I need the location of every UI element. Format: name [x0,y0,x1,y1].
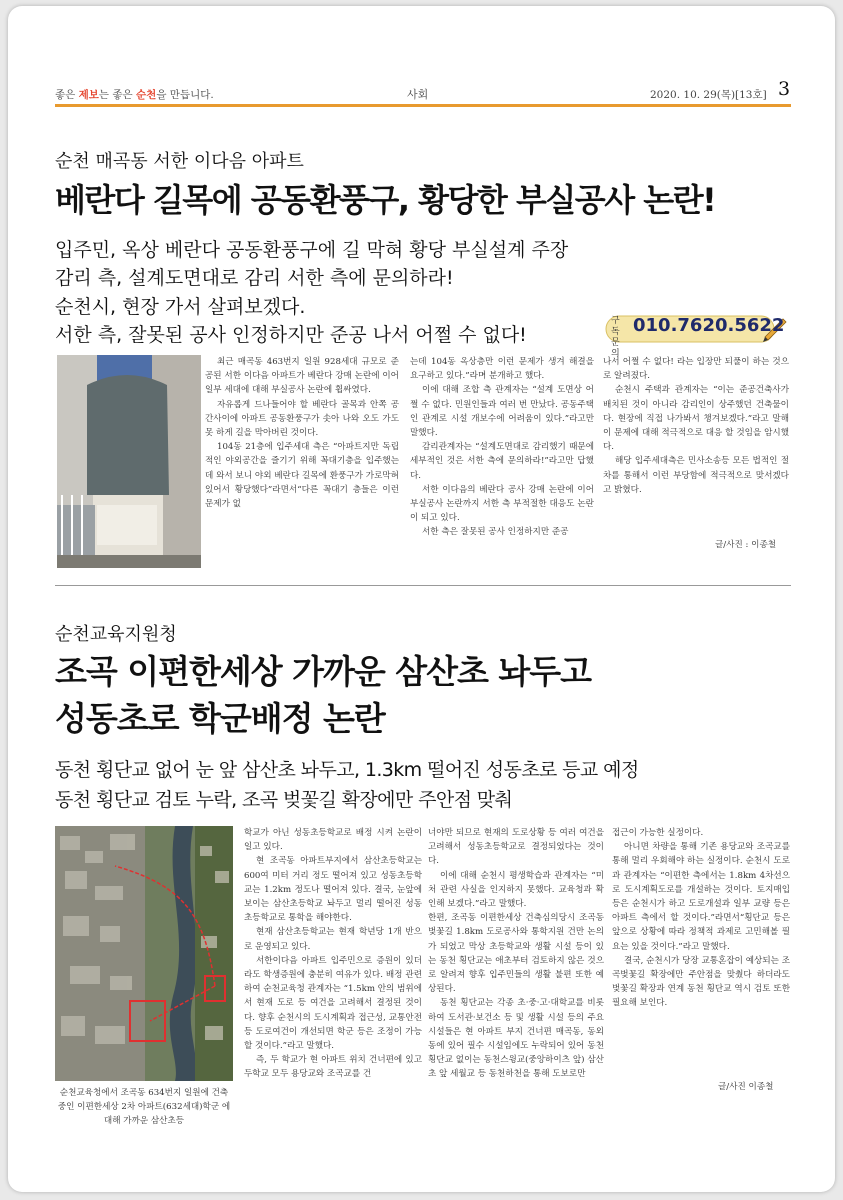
article2-credit: 글/사진 이종철 [718,1082,774,1092]
page-header [55,78,795,102]
page-number: 3 [778,78,791,100]
paragraph: 이에 대해 조합 측 관계자는 “설계 도면상 어쩔 수 없다. 민원인들과 여러 번 만났다. 공동주택인 관계로 시설 개보수에 어려움이 있다.”라고만 말했다. [410,385,594,439]
issue-date: 2020. 10. 29(목) [650,89,736,101]
issue-number: [13호] [735,89,767,101]
paragraph: 접근이 가능한 실정이다. [612,828,704,838]
subscription-phone: 010.7620.5622 [633,315,785,336]
paragraph: 즉, 두 학교가 현 아파트 위치 건너편에 있고 두학교 모두 용당교와 조곡교를 건 [244,1055,422,1080]
paragraph: 자유롭게 드나들어야 할 베란다 골목과 안쪽 공간사이에 아파트 공동환풍구가 솟아 나와 오도 가도 못 하게 길을 막아버린 것이다. [205,399,399,439]
article1-subhead: 서한 측, 잘못된 공사 인정하지만 준공 나서 어쩔 수 없다! [55,324,527,346]
paragraph: 는데 104동 옥상층만 이런 문제가 생겨 해결을 요구하고 있다.”라며 분개하고 했다. [410,357,594,382]
paragraph: 결국, 순천시가 당장 교통혼잡이 예상되는 조곡벚꽃길 확장에만 주안점을 맞췄다 하더라도 벚꽃길 확장과 연계 동천 횡단교 역시 검토 또한 필요해 보인다. [612,955,790,1009]
aerial-map-photo [55,826,233,1081]
article2-headline: 성동초로 학군배정 논란 [55,699,385,738]
paragraph: 서한 이다음의 베란다 공사 강매 논란에 이어 부실공사 논란까지 서한 측 부적절한 대응도 논란이 되고 있다. [410,484,594,524]
paragraph: 서한이다음 아파트 입주민으로 증원이 있더라도 학생증원에 충분히 여유가 있다. 배정 관련하여 순천교육청 관계자는 “1.5km 안의 범위에서 현재 도로 등 여건을 고려해서 결정된 것이다. 향후 순천시의 도시계획과 접근성, 교통안전 등 도로여건이 개선되면 학군 등은 조정이 가능할 것이다.”라고 말했다. [244,955,422,1052]
paragraph: 감리관계자는 “설계도면대로 감리했기 때문에 세부적인 것은 서한 측에 문의하라!”라고만 답했다. [410,442,594,481]
article2-column-1 [244,826,422,1082]
slogan-highlight: 순천 [136,89,157,101]
header-rule [55,104,791,107]
article1-column-2 [410,355,594,540]
article-divider [55,585,791,586]
section-name: 사회 [407,88,429,101]
article2-subhead: 동천 횡단교 검토 누락, 조곡 벚꽃길 확장에만 주안점 맞춰 [55,789,513,811]
subscription-badge [605,313,787,359]
article1-kicker: 순천 매곡동 서한 이다음 아파트 [55,151,304,172]
subscription-label: 구독 문의 [611,316,620,359]
paragraph: 순천시 주택과 관계자는 “이는 준공건축사가 배치된 것이 아니라 감리인이 상주했던 건축물이다. 현장에 직접 나가봐서 챙겨보겠다.”라고 말해 이 문제에 대해 적극적으로 대응 할 것임을 암시했다. [603,385,789,453]
article1-column-1 [205,355,399,511]
paragraph: 아니면 차량을 통해 기존 용당교와 조곡교를 통해 멀리 우회해야 하는 실정이다. 순천시 도로과 관계자는 “이편한 측에서는 1.8km 4차선으로 도시계획도로를 개설하는 것이다. 토지매입등은 순천시가 하고 도로개설과 일부 교량 등은 아파트 측에서 할 것이다.”라면서“횡단교 등은 앞으로 상황에 따라 정책적 과제로 고민해볼 필요는 있을 것이다.”라고 말했다. [612,842,790,952]
paragraph: 최근 매곡동 463번지 일원 928세대 규모로 준공된 서한 이다음 아파트가 베란다 강매 논란에 이어 일부 세대에 대해 부실공사 논란에 휩싸였다. [205,357,399,396]
paragraph: 나서 어쩔 수 없다! 라는 입장만 되풀이 하는 것으로 알려졌다. [603,357,789,382]
article1-subhead: 입주민, 옥상 베란다 공동환풍구에 길 막혀 황당 부실설계 주장 [55,239,569,261]
slogan-text: 을 만듭니다. [156,89,214,101]
paragraph: 동천 횡단교는 각종 초·중·고·대학교를 비롯하여 도서관·보건소 등 및 생활 시설 등의 주요 시설들은 현 아파트 부지 건너편 매곡동, 동외동에 있어 필수 시설임에도 누락되어 있어 동천횡단교 없이는 동천스윙교(중앙하이츠 앞) 삼산초 앞 세월교 등 동천하천을 통해 도보로만 [428,998,604,1080]
slogan-text: 좋은 [55,89,79,101]
article2-subhead: 동천 횡단교 없어 눈 앞 삼산초 놔두고, 1.3km 떨어진 성동초로 등교 예정 [55,759,639,781]
paragraph: 104동 21층에 입주세대 측은 “아파트지만 독립적인 야외공간을 즐기기 위해 꼭대기층을 입주했는데 와서 보니 야외 베란다 길목에 환풍구가 가로막혀 있어서 황당했다”라면서“다른 꼭대기 층들은 이런 문제가 없 [205,442,399,510]
slogan-highlight: 제보 [78,89,99,101]
article2-photo-caption: 순천교육청에서 조곡동 634번지 일원에 건축 중인 이편한세상 2차 아파트(632세대)학군 에 대해 가까운 삼산초등 [57,1088,231,1126]
paragraph: 해당 입주세대측은 민사소송등 모든 법적인 절차를 통해서 이런 부당함에 적극적으로 맞서겠다고 밝혔다. [603,456,789,495]
paragraph: 한편, 조곡동 이편한세상 건축심의당시 조곡동 벚꽃길 1.8km 도로공사와 통학지원 건만 논의가 되었고 막상 초등학교와 생활 시설 등이 있는 동천 횡단교는 애초부터 검토하지 않은 것으로 알려져 향후 입주민들의 생활 불편 또한 예상된다. [428,913,604,995]
article2-column-3 [612,826,790,1011]
article1-subhead: 감리 측, 설계도면대로 감리 서한 측에 문의하라! [55,267,454,289]
article2-column-2 [428,826,604,1082]
article2-kicker: 순천교육지원청 [55,624,177,645]
paragraph: 서한 측은 잘못된 공사 인정하지만 준공 [422,527,569,538]
article2-headline: 조곡 이편한세상 가까운 삼산초 놔두고 [55,652,592,691]
article1-subhead: 순천시, 현장 가서 살펴보겠다. [55,296,306,318]
article1-column-3 [603,355,789,497]
ventilator-photo [57,355,201,568]
paragraph: 학교가 아닌 성동초등학교로 배정 시켜 논란이 일고 있다. [244,828,422,853]
paragraph: 현 조곡동 아파트부지에서 삼산초등학교는 600여 미터 거리 정도 떨어져 있고 성동초등학교는 1.2km 정도나 떨어져 있다. 결국, 눈앞에 보이는 삼산초등학교 놔두고 멀리 떨어진 성동초등학교로 통학을 해야한다. [244,856,422,924]
article1-headline: 베란다 길목에 공동환풍구, 황당한 부실공사 논란! [55,181,716,219]
paragraph: 현재 삼산초등학교는 현재 학년당 1개 반으로 운영되고 있다. [244,927,422,952]
paragraph: 너야만 되므로 현재의 도로상황 등 여러 여건을 고려해서 성동초등학교로 결정되었다는 것이다. [428,828,604,867]
paragraph: 이에 대해 순천시 평생학습과 관계자는 “미처 관련 사실을 인지하지 못했다. 교육청과 확인해 보겠다.”라고 말했다. [428,870,604,910]
article1-credit: 글/사진 : 이종철 [715,540,777,550]
slogan [55,87,214,102]
slogan-text: 는 좋은 [98,89,137,101]
